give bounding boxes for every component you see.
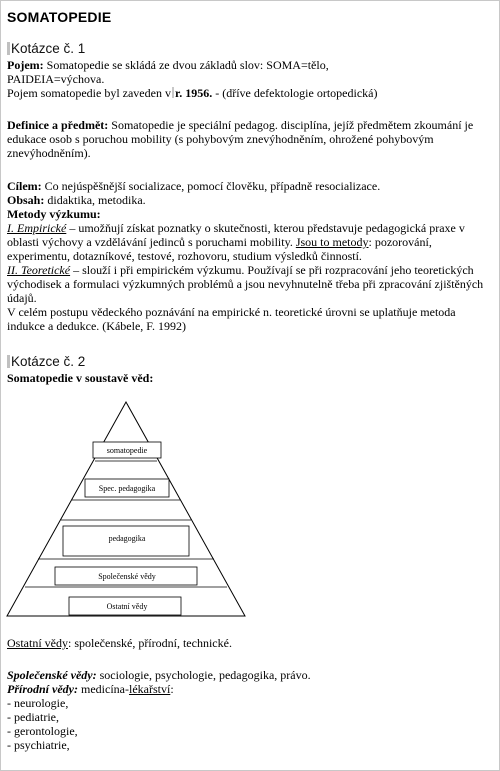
empiricke-text2: : pozorování, experimentu, dotazníkové, testové, rozhovoru, studium výsledků činností.: [7, 235, 432, 263]
cil-text: Co nejúspěšnější socializace, pomocí člověku, případně resocializace.: [41, 179, 381, 193]
medicine-list: [7, 696, 493, 752]
definice-label: Definice a předmět:: [7, 118, 109, 132]
pyramid-label-spolecenske-vedy: Společenské vědy: [98, 572, 156, 581]
cil-label: Cílem:: [7, 179, 42, 193]
zaveden-text: Pojem somatopedie byl zaveden v: [7, 86, 171, 100]
cil-paragraph: [7, 179, 493, 333]
list-item: - neurologie,: [7, 696, 69, 710]
definice-paragraph: [7, 118, 493, 160]
pojem-text: Somatopedie se skládá ze dvou základů slov: SOMA=tělo,: [43, 58, 329, 72]
ostatni-vedy-line: [7, 636, 493, 650]
cursor-mark: [7, 42, 10, 55]
pyramid-label-somatopedie: somatopedie: [106, 446, 148, 455]
zaveden-note: - (dříve defektologie ortopedická): [212, 86, 378, 100]
ostatni-vedy-label: Ostatní vědy: [7, 636, 68, 650]
zaveden-year: r. 1956.: [174, 86, 213, 100]
spolecenske-vedy-text: sociologie, psychologie, pedagogika, právo.: [96, 668, 311, 682]
metody-label: Metody výzkumu:: [7, 207, 101, 221]
pojem-line2: PAIDEIA=výchova.: [7, 72, 105, 86]
obsah-label: Obsah:: [7, 193, 45, 207]
lekarstvi-link: lékařství: [128, 682, 171, 696]
celem-text: V celém postupu vědeckého poznávání na empirické n. teoretické úrovni se uplatňuje metoda indukce a dedukce. (Kábele, F. 1992): [7, 305, 456, 333]
question-2-heading: Kotázce č. 2: [7, 354, 85, 369]
empiricke-text: – umožňují získat poznatky o skutečnosti, kterou představuje pedagogická praxe v oblasti výchovy a vzdělávání jedinců s poruchami mobility.: [7, 221, 465, 249]
teoreticke-text: – slouží i při empirickém výzkumu. Používají se při rozpracování jeho teoretických východisek a formulaci výzkumných problémů a jsou nevyhnutelně třeba při zpracování zjištěných údajů.: [7, 263, 484, 305]
obsah-text: didaktika, metodika.: [44, 193, 146, 207]
prirodni-vedy-colon: :: [170, 682, 174, 696]
methods-link: Jsou to metody: [295, 235, 369, 249]
science-pyramid-diagram: [5, 399, 251, 621]
question-1-heading: Kotázce č. 1: [7, 41, 85, 56]
list-item: - gerontologie,: [7, 724, 78, 738]
pojem-label: Pojem:: [7, 58, 44, 72]
cursor-mark: [172, 87, 174, 98]
list-item: - pediatrie,: [7, 710, 59, 724]
pojem-paragraph: [7, 58, 493, 100]
document-title: SOMATOPEDIE: [7, 9, 112, 25]
ostatni-vedy-text: : společenské, přírodní, technické.: [68, 636, 232, 650]
prirodni-vedy-text: medicína-: [78, 682, 129, 696]
teoreticke-label: II. Teoretické: [7, 263, 71, 277]
list-item: - psychiatrie,: [7, 738, 70, 752]
prirodni-vedy-label: Přírodní vědy:: [7, 682, 78, 696]
cursor-mark: [7, 355, 10, 368]
pyramid-label-pedagogika: pedagogika: [108, 534, 146, 543]
vedy-paragraph: [7, 668, 493, 752]
spolecenske-vedy-label: Společenské vědy:: [7, 668, 97, 682]
pyramid-label-spec-pedagogika: Spec. pedagogika: [98, 484, 156, 493]
soustava-heading: Somatopedie v soustavě věd:: [7, 371, 154, 385]
empiricke-label: I. Empirické: [7, 221, 67, 235]
definice-text: Somatopedie je speciální pedagog. disciplína, jejíž předmětem zkoumání je edukace osob s poruchou mobility (s pohybovým znevýhodněním, ohrožené pohybovým znevýhodněním).: [7, 118, 474, 160]
pyramid-label-ostatni-vedy: Ostatní vědy: [106, 602, 148, 611]
